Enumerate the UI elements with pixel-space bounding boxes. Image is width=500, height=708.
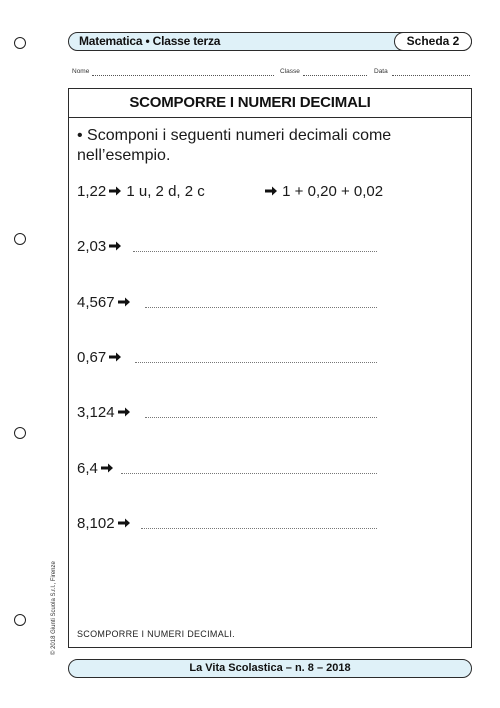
right-arrow-icon xyxy=(117,406,131,418)
exercise-row xyxy=(77,460,467,480)
exercise-row xyxy=(77,515,467,535)
date-label: Data xyxy=(374,68,388,75)
punch-hole-icon xyxy=(14,37,26,49)
right-arrow-icon xyxy=(108,240,122,252)
class-field[interactable] xyxy=(303,75,367,76)
example-expression xyxy=(77,183,205,200)
punch-hole-icon xyxy=(14,614,26,626)
instruction-text: • Scomponi i seguenti numeri decimali come nell’esempio. xyxy=(77,127,392,164)
answer-line[interactable] xyxy=(145,417,377,418)
example-sum-expression xyxy=(262,183,383,200)
subject-title: Matematica • Classe terza xyxy=(79,34,221,48)
date-field[interactable] xyxy=(392,75,470,76)
magazine-issue: La Vita Scolastica – n. 8 – 2018 xyxy=(189,662,351,674)
student-fields xyxy=(72,68,470,78)
exercise-number: 0,67 xyxy=(77,349,107,366)
exercise-row xyxy=(77,294,467,314)
right-arrow-icon xyxy=(108,351,122,363)
example-row xyxy=(77,183,467,203)
answer-line[interactable] xyxy=(145,307,377,308)
exercise-number: 8,102 xyxy=(77,515,115,532)
name-field[interactable] xyxy=(92,75,274,76)
exercise-row xyxy=(77,238,467,258)
answer-line[interactable] xyxy=(121,473,377,474)
exercise-row xyxy=(77,404,467,424)
worksheet-title: SCOMPORRE I NUMERI DECIMALI xyxy=(129,94,371,111)
right-arrow-icon xyxy=(108,185,122,197)
name-label: Nome xyxy=(72,68,90,75)
title-divider xyxy=(68,117,472,118)
right-arrow-icon xyxy=(117,517,131,529)
exercise-number: 2,03 xyxy=(77,238,107,255)
copyright-notice: © 2018 Giunti Scuola S.r.l., Firenze xyxy=(51,561,57,655)
answer-line[interactable] xyxy=(135,362,377,363)
footer-bar xyxy=(68,659,472,678)
sheet-label: Scheda 2 xyxy=(406,34,460,48)
exercise-number: 3,124 xyxy=(77,404,115,421)
exercise-number: 6,4 xyxy=(77,460,98,477)
header-bar xyxy=(68,32,472,51)
sheet-tab xyxy=(394,32,472,51)
punch-hole-icon xyxy=(14,427,26,439)
class-label: Classe xyxy=(280,68,300,75)
answer-line[interactable] xyxy=(133,251,377,252)
answer-line[interactable] xyxy=(141,528,377,529)
right-arrow-icon xyxy=(264,185,278,197)
exercise-row xyxy=(77,349,467,369)
example-decomposition: 1 u, 2 d, 2 c xyxy=(126,183,205,200)
right-arrow-icon xyxy=(117,296,131,308)
punch-hole-icon xyxy=(14,233,26,245)
exercise-number: 4,567 xyxy=(77,294,115,311)
right-arrow-icon xyxy=(100,462,114,474)
worksheet-footer-note: SCOMPORRE I NUMERI DECIMALI. xyxy=(77,629,235,639)
example-sum: 1 + 0,20 + 0,02 xyxy=(282,183,384,200)
example-number: 1,22 xyxy=(77,183,107,200)
